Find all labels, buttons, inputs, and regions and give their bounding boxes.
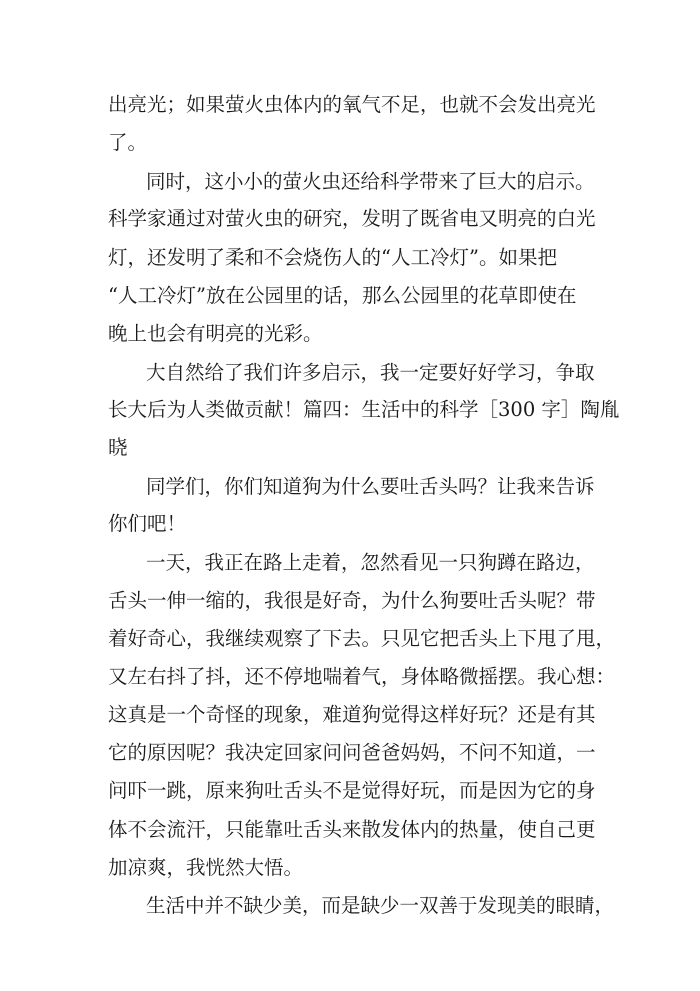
text-line: 灯，还发明了柔和不会烧伤人的“人工冷灯”。如果把 (108, 246, 557, 269)
text-line: 晚上也会有明亮的光彩。 (108, 322, 323, 345)
text-line: “人工冷灯”放在公园里的话，那么公园里的花草即使在 (108, 284, 577, 307)
text-line: 出亮光；如果萤火虫体内的氧气不足，也就不会发出亮光 (108, 93, 596, 116)
text-line: 体不会流汗，只能靠吐舌头来散发体内的热量，使自己更 (108, 818, 596, 841)
text-line: 晓 (108, 436, 128, 459)
text-line: 科学家通过对萤火虫的研究，发明了既省电又明亮的白光 (108, 207, 596, 230)
text-line: 长大后为人类做贡献！篇四：生活中的科学［300 字］陶胤 (108, 398, 620, 421)
text-line: 舌头一伸一缩的，我很是好奇，为什么狗要吐舌头呢？带 (108, 589, 596, 612)
text-line: 又左右抖了抖，还不停地喘着气，身体略微摇摆。我心想： (108, 665, 616, 688)
paragraph-first-line: 一天，我正在路上走着，忽然看见一只狗蹲在路边， (146, 551, 595, 574)
paragraph-first-line: 生活中并不缺少美，而是缺少一双善于发现美的眼睛， (146, 894, 615, 917)
text-line: 着好奇心，我继续观察了下去。只见它把舌头上下甩了甩， (108, 627, 616, 650)
text-line: 问吓一跳，原来狗吐舌头不是觉得好玩，而是因为它的身 (108, 779, 596, 802)
text-line: 这真是一个奇怪的现象，难道狗觉得这样好玩？还是有其 (108, 703, 596, 726)
paragraph-first-line: 同学们，你们知道狗为什么要吐舌头吗？让我来告诉 (146, 475, 595, 498)
text-line: 你们吧！ (108, 512, 187, 535)
paragraph-first-line: 大自然给了我们许多启示，我一定要好好学习，争取 (146, 361, 595, 384)
text-line: 它的原因呢？我决定回家问问爸爸妈妈，不问不知道，一 (108, 741, 596, 764)
text-line: 了。 (108, 131, 148, 154)
paragraph-first-line: 同时，这小小的萤火虫还给科学带来了巨大的启示。 (146, 170, 595, 193)
text-line: 加凉爽，我恍然大悟。 (108, 856, 304, 879)
